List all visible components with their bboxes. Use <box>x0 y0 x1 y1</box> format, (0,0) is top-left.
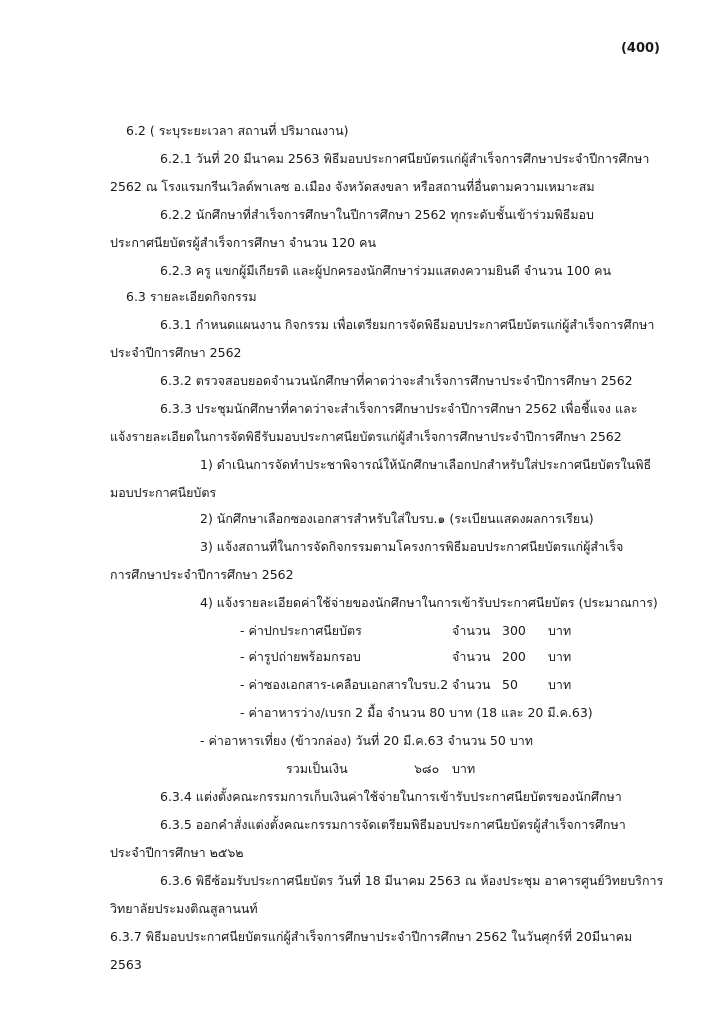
cost-qty: 50 <box>502 677 518 692</box>
item-6-3-3-line1: 6.3.3 ประชุมนักศึกษาที่คาดว่าจะสำเร็จการศึกษาประจำปีการศึกษา 2562 เพื่อชี้แจง และ <box>160 401 638 416</box>
subitem-2: 2) นักศึกษาเลือกซองเอกสารสำหรับใส่ใบรบ.๑ (ระเบียนแสดงผลการเรียน) <box>200 511 594 526</box>
section-6-3-heading: 6.3 รายละเอียดกิจกรรม <box>126 289 257 304</box>
subitem-3-line1: 3) แจ้งสถานที่ในการจัดกิจกรรมตามโครงการพิธีมอบประกาศนียบัตรแก่ผู้สำเร็จ <box>200 539 624 554</box>
cost-item: - ค่าปกประกาศนียบัตร <box>240 623 362 638</box>
item-6-3-2: 6.3.2 ตรวจสอบยอดจำนวนนักศึกษาที่คาดว่าจะสำเร็จการศึกษาประจำปีการศึกษา 2562 <box>160 373 633 388</box>
item-6-2-2-line1: 6.2.2 นักศึกษาที่สำเร็จการศึกษาในปีการศึกษา 2562 ทุกระดับชั้นเข้าร่วมพิธีมอบ <box>160 207 594 222</box>
cost-unit: บาท <box>548 677 572 692</box>
cost-qty-label: จำนวน <box>452 677 491 692</box>
total-unit: บาท <box>452 761 476 776</box>
item-6-3-5-line1: 6.3.5 ออกคำสั่งแต่งตั้งคณะกรรมการจัดเตรียมพิธีมอบประกาศนียบัตรผู้สำเร็จการศึกษา <box>160 817 626 832</box>
cost-item: - ค่าซองเอกสาร-เคลือบเอกสารใบรบ.2 <box>240 677 449 692</box>
cost-qty: 200 <box>502 649 526 664</box>
cost-qty: 300 <box>502 623 526 638</box>
item-6-3-4: 6.3.4 แต่งตั้งคณะกรรมการเก็บเงินค่าใช้จ่ายในการเข้ารับประกาศนียบัตรของนักศึกษา <box>160 789 622 804</box>
total-label: รวมเป็นเงิน <box>286 761 348 776</box>
subitem-1-line2: มอบประกาศนียบัตร <box>110 485 217 500</box>
item-6-3-7-line2: 2563 <box>110 957 142 972</box>
cost-unit: บาท <box>548 649 572 664</box>
item-6-2-2-line2: ประกาศนียบัตรผู้สำเร็จการศึกษา จำนวน 120 คน <box>110 235 377 250</box>
cost-row <box>240 648 600 666</box>
page-number: (400) <box>620 41 660 56</box>
cost-row <box>240 676 600 694</box>
item-6-3-6-line2: วิทยาลัยประมงติณสูลานนท์ <box>110 901 258 916</box>
item-6-3-1-line2: ประจำปีการศึกษา 2562 <box>110 345 242 360</box>
subitem-4: 4) แจ้งรายละเอียดค่าใช้จ่ายของนักศึกษาในการเข้ารับประกาศนียบัตร (ประมาณการ) <box>200 595 658 610</box>
item-6-3-6-line1: 6.3.6 พิธีซ้อมรับประกาศนียบัตร วันที่ 18 มีนาคม 2563 ณ ห้องประชุม อาคารศูนย์วิทยบริการ <box>160 873 664 888</box>
item-6-3-5-line2: ประจำปีการศึกษา ๒๕๖๒ <box>110 845 244 860</box>
section-6-2-heading: 6.2 ( ระบุระยะเวลา สถานที่ ปริมาณงาน) <box>126 123 349 138</box>
subitem-1-line1: 1) ดำเนินการจัดทำประชาพิจารณ์ให้นักศึกษาเลือกปกสำหรับใส่ประกาศนียบัตรในพิธี <box>200 457 652 472</box>
subitem-3-line2: การศึกษาประจำปีการศึกษา 2562 <box>110 567 294 582</box>
item-6-2-1-line1: 6.2.1 วันที่ 20 มีนาคม 2563 พิธีมอบประกาศนียบัตรแก่ผู้สำเร็จการศึกษาประจำปีการศึกษา <box>160 151 650 166</box>
item-6-2-1-line2: 2562 ณ โรงแรมกรีนเวิลด์พาเลซ อ.เมือง จังหวัดสงขลา หรือสถานที่อื่นตามความเหมาะสม <box>110 179 595 194</box>
item-6-3-1-line1: 6.3.1 กำหนดแผนงาน กิจกรรม เพื่อเตรียมการจัดพิธีมอบประกาศนียบัตรแก่ผู้สำเร็จการศึกษา <box>160 317 655 332</box>
total-row <box>286 760 536 778</box>
item-6-2-3: 6.2.3 ครู แขกผู้มีเกียรติ และผู้ปกครองนักศึกษาร่วมแสดงความยินดี จำนวน 100 คน <box>160 263 611 278</box>
cost-item: - ค่ารูปถ่ายพร้อมกรอบ <box>240 649 361 664</box>
cost-lunch: - ค่าอาหารเที่ยง (ข้าวกล่อง) วันที่ 20 มี.ค.63 จำนวน 50 บาท <box>200 733 534 748</box>
item-6-3-7-line1: 6.3.7 พิธีมอบประกาศนียบัตรแก่ผู้สำเร็จการศึกษาประจำปีการศึกษา 2562 ในวันศุกร์ที่ 20มีนาคม <box>110 929 633 944</box>
cost-qty-label: จำนวน <box>452 623 491 638</box>
cost-row <box>240 622 600 640</box>
cost-unit: บาท <box>548 623 572 638</box>
total-value: ๖๘๐ <box>414 761 440 776</box>
item-6-3-3-line2: แจ้งรายละเอียดในการจัดพิธีรับมอบประกาศนียบัตรแก่ผู้สำเร็จการศึกษาประจำปีการศึกษา 2562 <box>110 429 622 444</box>
cost-qty-label: จำนวน <box>452 649 491 664</box>
cost-snack: - ค่าอาหารว่าง/เบรก 2 มื้อ จำนวน 80 บาท (18 และ 20 มี.ค.63) <box>240 705 593 720</box>
